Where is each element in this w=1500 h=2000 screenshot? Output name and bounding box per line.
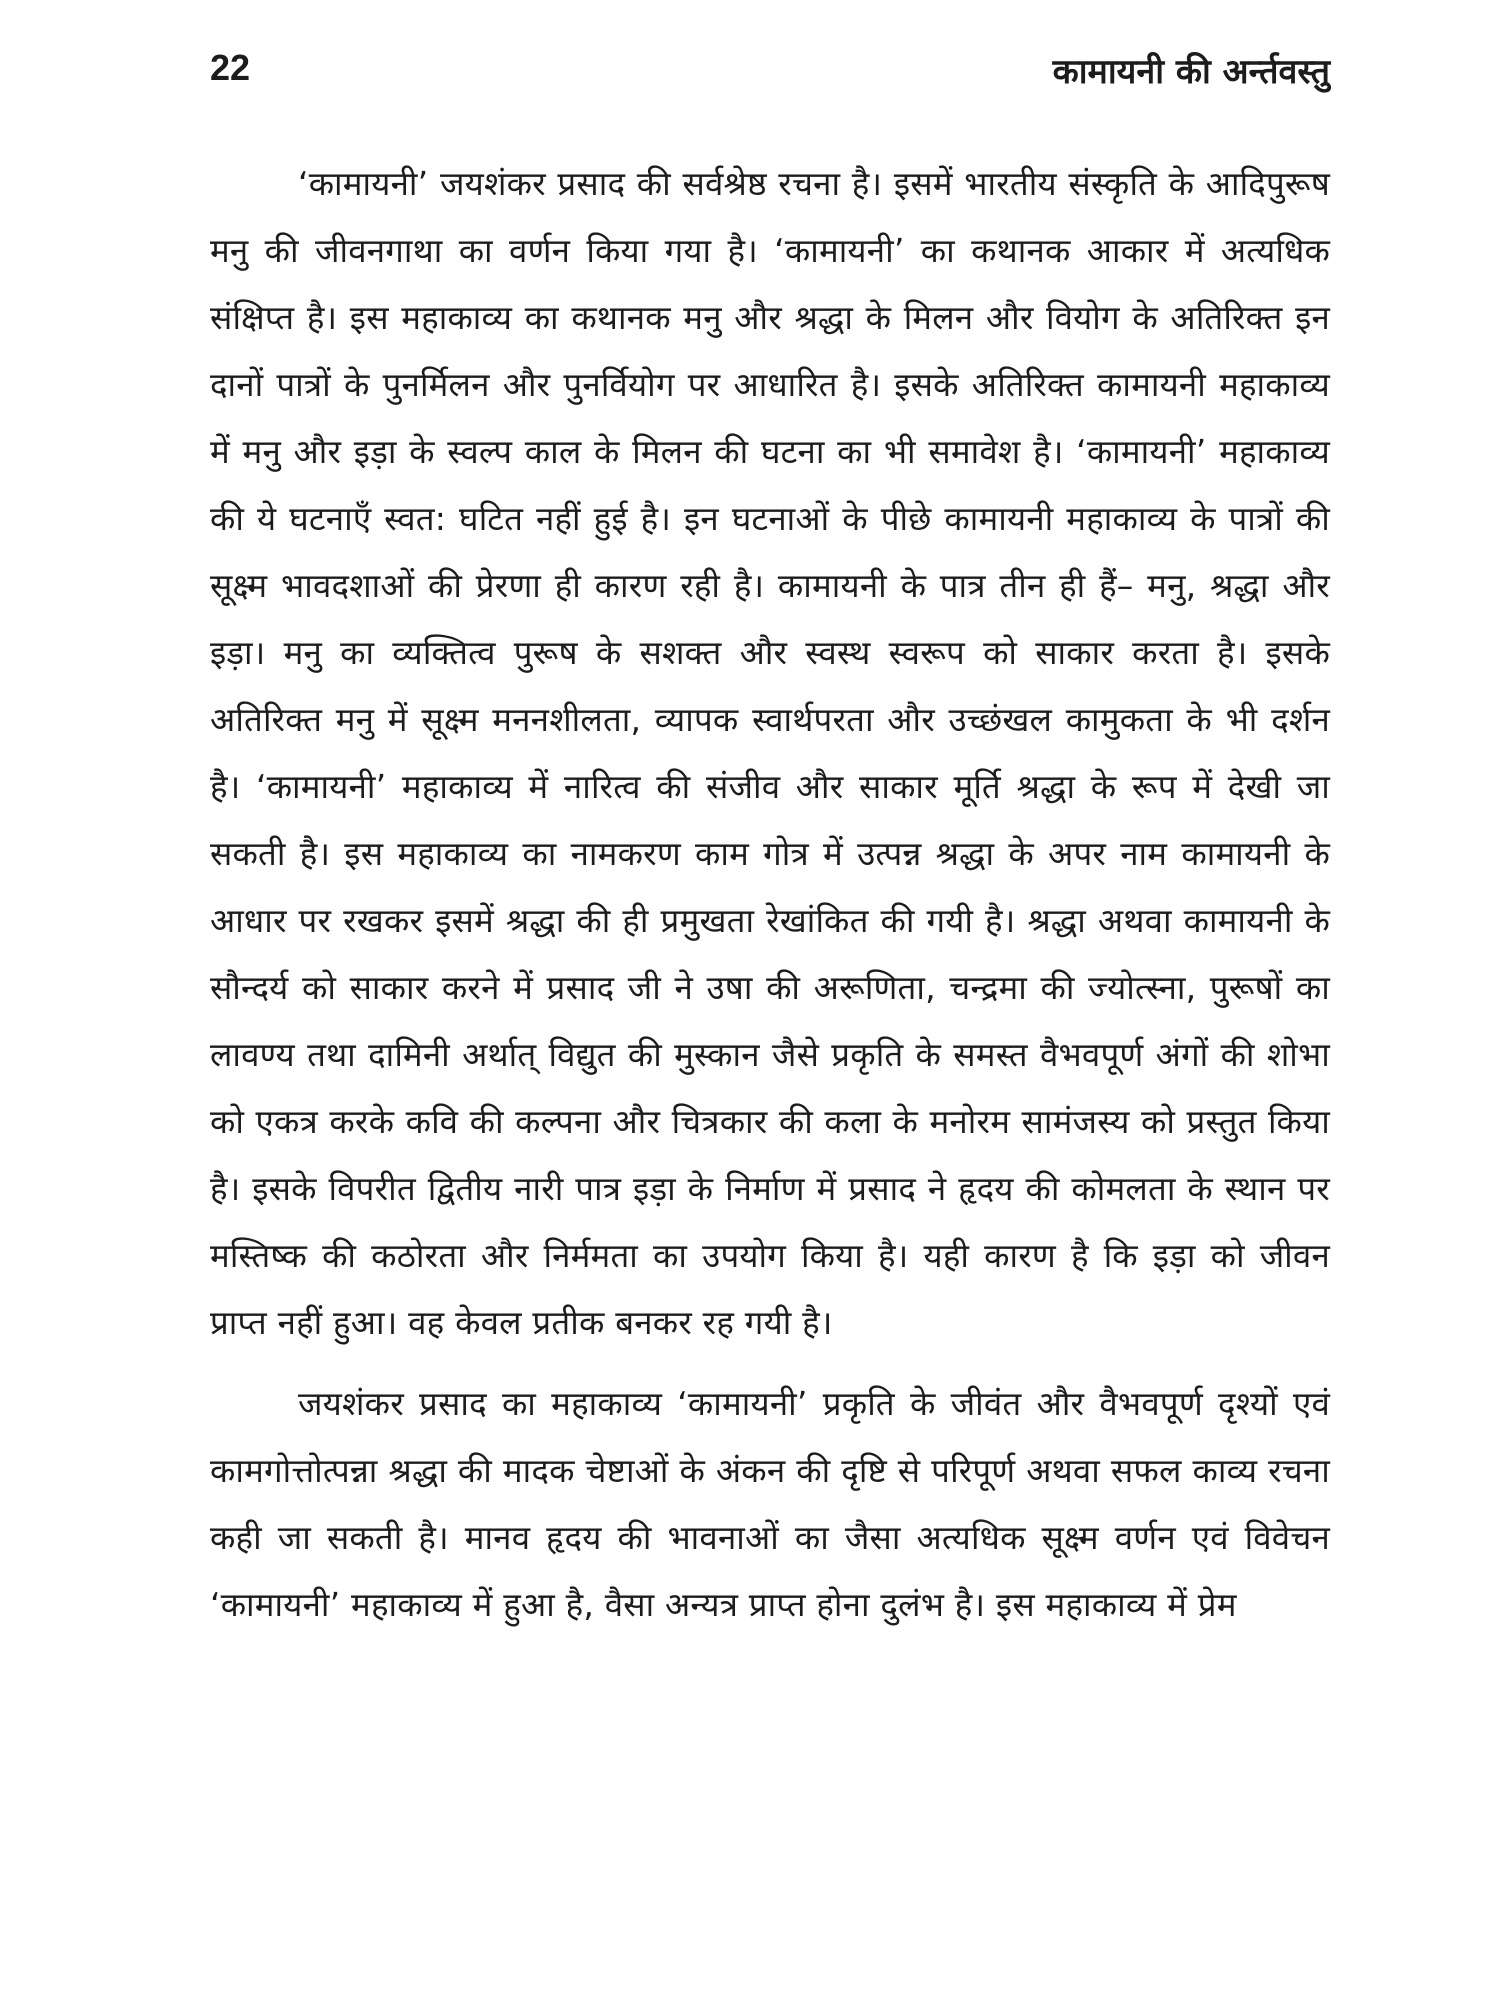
page-number: 22 [210, 47, 251, 88]
page-header [210, 38, 1330, 108]
body-text [210, 150, 1330, 1638]
paragraph-1: ‘कामायनी’ जयशंकर प्रसाद की सर्वश्रेष्ठ रचना है। इसमें भारतीय संस्कृति के आदिपुरूष मनु की जीवनगाथा का वर्णन किया गया है। ‘कामायनी’ का कथानक आकार में अत्यधिक संक्षिप्त है। इस महाकाव्य का कथानक मनु और श्रद्धा के मिलन और वियोग के अतिरिक्त इन दानों पात्रों के पुनर्मिलन और पुनर्वियोग पर आधारित है। इसके अतिरिक्त कामायनी महाकाव्य में मनु और इड़ा के स्वल्प काल के मिलन की घटना का भी समावेश है। ‘कामायनी’ महाकाव्य की ये घटनाएँ स्वत: घटित नहीं हुई है। इन घटनाओं के पीछे कामायनी महाकाव्य के पात्रों की सूक्ष्म भावदशाओं की प्रेरणा ही कारण रही है। कामायनी के पात्र तीन ही हैं– मनु, श्रद्धा और इड़ा। मनु का व्यक्तित्व पुरूष के सशक्त और स्वस्थ स्वरूप को साकार करता है। इसके अतिरिक्त मनु में सूक्ष्म मननशीलता, व्यापक स्वार्थपरता और उच्छंखल कामुकता के भी दर्शन है। ‘कामायनी’ महाकाव्य में नारित्व की संजीव और साकार मूर्ति श्रद्धा के रूप में देखी जा सकती है। इस महाकाव्य का नामकरण काम गोत्र में उत्पन्न श्रद्धा के अपर नाम कामायनी के आधार पर रखकर इसमें श्रद्धा की ही प्रमुखता रेखांकित की गयी है। श्रद्धा अथवा कामायनी के सौन्दर्य को साकार करने में प्रसाद जी ने उषा की अरूणिता, चन्द्रमा की ज्योत्स्ना, पुरूषों का लावण्य तथा दामिनी अर्थात् विद्युत की मुस्कान जैसे प्रकृति के समस्त वैभवपूर्ण अंगों की शोभा को एकत्र करके कवि की कल्पना और चित्रकार की कला के मनोरम सामंजस्य को प्रस्तुत किया है। इसके विपरीत द्वितीय नारी पात्र इड़ा के निर्माण में प्रसाद ने हृदय की कोमलता के स्थान पर मस्तिष्क की कठोरता और निर्ममता का उपयोग किया है। यही कारण है कि इड़ा को जीवन प्राप्त नहीं हुआ। वह केवल प्रतीक बनकर रह गयी है। [210, 164, 1330, 1342]
running-title: कामायनी की अर्न्तवस्तु [1052, 52, 1330, 92]
paragraph-2: जयशंकर प्रसाद का महाकाव्य ‘कामायनी’ प्रकृति के जीवंत और वैभवपूर्ण दृश्यों एवं कामगोत्तोत्पन्ना श्रद्धा की मादक चेष्टाओं के अंकन की दृष्टि से परिपूर्ण अथवा सफल काव्य रचना कही जा सकती है। मानव हृदय की भावनाओं का जैसा अत्यधिक सूक्ष्म वर्णन एवं विवेचन ‘कामायनी’ महाकाव्य में हुआ है, वैसा अन्यत्र प्राप्त होना दुलंभ है। इस महाकाव्य में प्रेम [210, 1384, 1330, 1624]
